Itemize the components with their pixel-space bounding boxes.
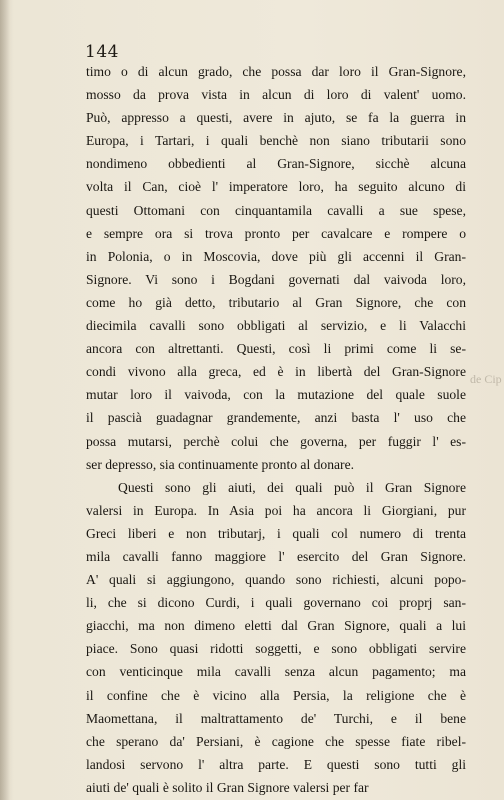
text-line: che sperano da' Persiani, è cagione che spesse fiate ribel- (86, 733, 466, 749)
text-line: volta il Can, cioè l' imperatore loro, ha seguito alcuno di (86, 179, 466, 195)
text-line: aiuti de' quali è solito il Gran Signore valersi per far (86, 779, 369, 795)
text-line: mutar loro il vaivoda, con la mutazione del quale suole (86, 387, 466, 403)
text-line: e sempre ora si trova pronto per cavalcare e rompere o (86, 225, 466, 241)
bleed-through-text: de Cip (470, 372, 502, 386)
text-line: A' quali si aggiungono, quando sono richiesti, alcuni popo- (86, 572, 466, 588)
text-line: Questi sono gli aiuti, dei quali può il Gran Signore (118, 479, 466, 495)
page-number: 144 (85, 42, 119, 62)
paragraph (86, 476, 466, 799)
text-line: questi Ottomani con cinquantamila cavalli a sue spese, (86, 202, 466, 218)
text-line: Europa, i Tartari, i quali benchè non siano tributarii sono (86, 133, 466, 149)
text-line: il confine che è vicino alla Persia, la religione che è (86, 687, 466, 703)
text-line: giacchi, ma non dimeno eletti dal Gran Signore, quali a lui (86, 618, 466, 634)
text-line: mila cavalli fanno maggiore l' esercito del Gran Signore. (86, 548, 466, 564)
text-line: Signore. Vi sono i Bogdani governati dal vaivoda loro, (86, 271, 466, 287)
text-line: possa mutarsi, perchè colui che governa, per fuggir l' es- (86, 433, 466, 449)
text-line: li, che si dicono Curdi, i quali governano coi proprj san- (86, 595, 466, 611)
text-line: Maomettana, il maltrattamento de' Turchi, e il bene (86, 710, 466, 726)
text-line: mosso da prova vista in alcun di loro di valent' uomo. (86, 87, 466, 103)
text-line: landosi servono l' altra parte. E questi sono tutti gli (86, 756, 466, 772)
text-line: con venticinque mila cavalli senza alcun pagamento; ma (86, 664, 466, 680)
body-text (86, 60, 466, 799)
paragraph (86, 60, 466, 476)
text-line: ancora con altrettanti. Questi, così li primi come li se- (86, 341, 466, 357)
text-line: piace. Sono quasi ridotti soggetti, e sono obbligati servire (86, 641, 466, 657)
text-line: come ho già detto, tributario al Gran Signore, che con (86, 294, 466, 310)
text-line: valersi in Europa. In Asia poi ha ancora li Giorgiani, pur (86, 502, 466, 518)
text-line: condi vivono alla greca, ed è in libertà del Gran-Signore (86, 364, 466, 380)
text-line: il pascià guadagnar grandemente, anzi basta l' uso che (86, 410, 466, 426)
text-line: diecimila cavalli sono obbligati al servizio, e li Valacchi (86, 318, 466, 334)
text-line: Può, appresso a questi, avere in ajuto, se fa la guerra in (86, 110, 466, 126)
text-line: Greci liberi e non tributarj, i quali col numero di trenta (86, 525, 466, 541)
gutter-shadow (0, 0, 10, 800)
text-line: ser depresso, sia continuamente pronto al donare. (86, 456, 355, 472)
text-line: timo o di alcun grado, che possa dar loro il Gran-Signore, (86, 64, 466, 79)
text-line: in Polonia, o in Moscovia, dove più gli accenni il Gran- (86, 248, 466, 264)
text-line: nondimeno obbedienti al Gran-Signore, sicchè alcuna (86, 156, 466, 172)
